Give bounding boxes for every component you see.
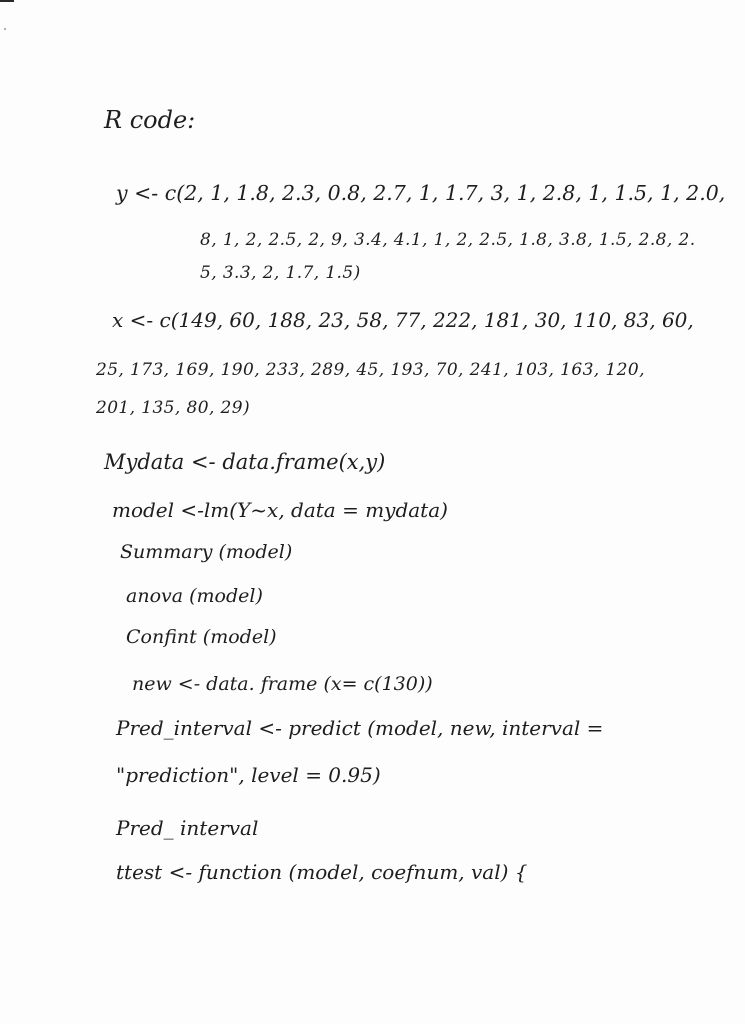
code-line-y-values-3: 5, 3.3, 2, 1.7, 1.5) xyxy=(200,263,361,283)
code-line-new: new <- data. frame (x= c(130)) xyxy=(132,673,433,695)
code-line-pred-interval: Pred_interval <- predict (model, new, interval = xyxy=(116,716,604,740)
scan-edge-mark xyxy=(0,0,14,2)
scan-dust-dot xyxy=(4,28,6,30)
code-line-summary: Summary (model) xyxy=(120,541,293,563)
code-line-mydata: Mydata <- data.frame(x,y) xyxy=(104,450,386,474)
code-line-model: model <-lm(Y~x, data = mydata) xyxy=(112,498,448,522)
code-line-x-assign: x <- c(149, 60, 188, 23, 58, 77, 222, 181, 30, 110, 83, 60, xyxy=(112,308,694,332)
code-line-y-values-2: 8, 1, 2, 2.5, 2, 9, 3.4, 4.1, 1, 2, 2.5, 1.8, 3.8, 1.5, 2.8, 2. xyxy=(200,230,696,250)
code-line-x-values-2: 25, 173, 169, 190, 233, 289, 45, 193, 70, 241, 103, 163, 120, xyxy=(96,360,645,380)
code-line-anova: anova (model) xyxy=(126,585,263,607)
code-line-confint: Confint (model) xyxy=(126,626,277,648)
code-line-pred-interval-print: Pred_ interval xyxy=(116,816,259,840)
code-line-prediction-level: "prediction", level = 0.95) xyxy=(116,763,381,787)
page-title: R code: xyxy=(104,106,196,134)
code-line-y-assign: y <- c(2, 1, 1.8, 2.3, 0.8, 2.7, 1, 1.7, 3, 1, 2.8, 1, 1.5, 1, 2.0, xyxy=(116,181,726,205)
code-line-x-values-3: 201, 135, 80, 29) xyxy=(96,398,251,418)
code-line-ttest-function: ttest <- function (model, coefnum, val) { xyxy=(116,860,528,884)
